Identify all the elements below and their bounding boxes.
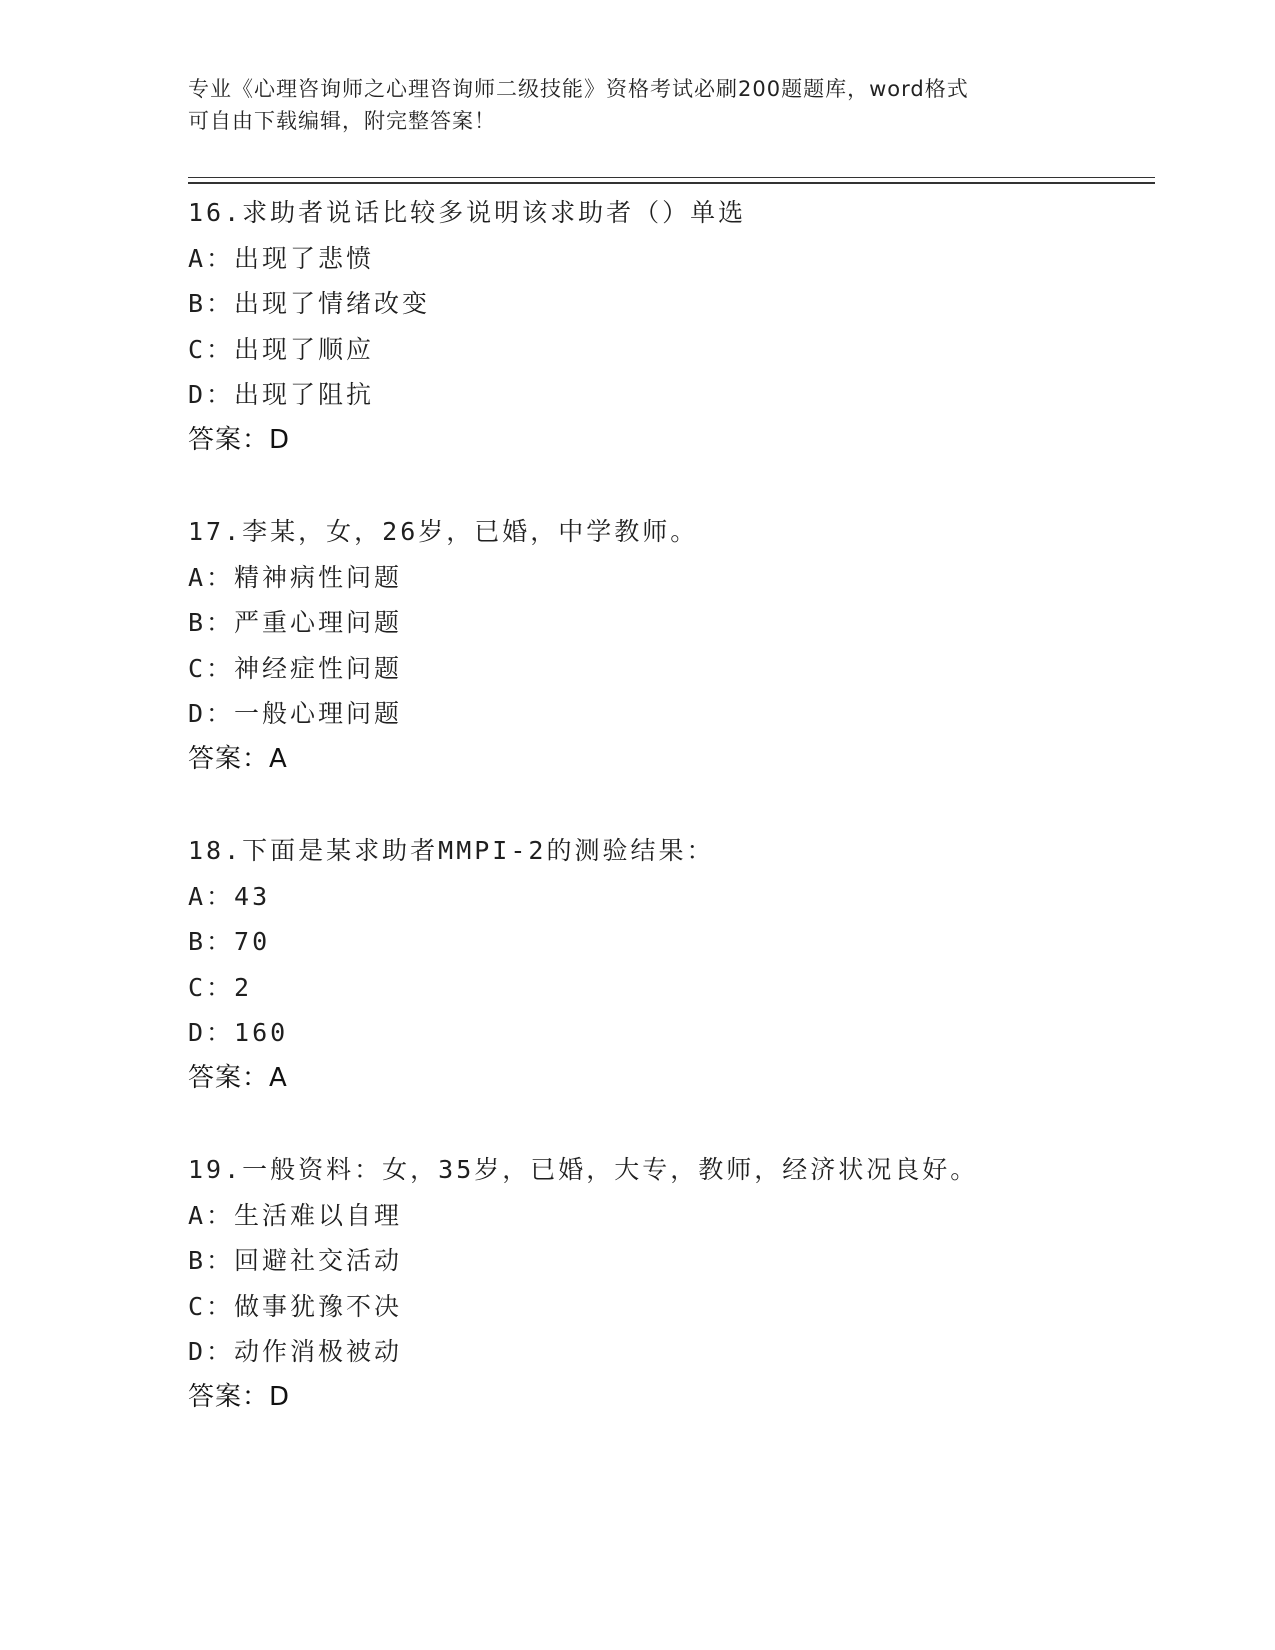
header-divider-thick	[188, 182, 1155, 184]
option-a: A：精神病性问题	[188, 562, 403, 592]
question-19	[188, 1147, 1148, 1466]
option-c: C：出现了顺应	[188, 334, 375, 364]
question-title: 16.求助者说话比较多说明该求助者（）单选	[188, 198, 747, 227]
option-b: B：70	[188, 927, 271, 956]
document-header	[188, 73, 1088, 137]
question-18	[188, 828, 1148, 1147]
option-b: B：严重心理问题	[188, 608, 403, 637]
answer-line: 答案：D	[188, 424, 291, 455]
header-line-2: 可自由下载编辑，附完整答案！	[188, 109, 496, 133]
option-d: D：动作消极被动	[188, 1337, 403, 1366]
option-d: D：出现了阻抗	[188, 380, 375, 409]
question-title: 19.一般资料：女，35岁，已婚，大专，教师，经济状况良好。	[188, 1155, 979, 1184]
question-title: 18.下面是某求助者MMPI-2的测验结果：	[188, 836, 715, 865]
option-a: A：出现了悲愤	[188, 243, 375, 273]
answer-line: 答案：A	[188, 743, 288, 774]
question-title: 17.李某，女，26岁，已婚，中学教师。	[188, 517, 699, 546]
header-divider-thin	[188, 177, 1155, 178]
option-a: A：43	[188, 881, 271, 911]
option-c: C：神经症性问题	[188, 653, 403, 683]
answer-line: 答案：A	[188, 1062, 288, 1093]
question-16	[188, 190, 1148, 509]
option-c: C：2	[188, 972, 253, 1002]
option-d: D：一般心理问题	[188, 699, 403, 728]
option-a: A：生活难以自理	[188, 1200, 403, 1230]
option-d: D：160	[188, 1018, 289, 1047]
option-b: B：回避社交活动	[188, 1246, 403, 1275]
header-line-1: 专业《心理咨询师之心理咨询师二级技能》资格考试必刷200题题库，word格式	[188, 77, 969, 101]
option-c: C：做事犹豫不决	[188, 1291, 403, 1321]
question-list	[188, 190, 1148, 1466]
answer-line: 答案：D	[188, 1381, 291, 1412]
question-17	[188, 509, 1148, 828]
option-b: B：出现了情绪改变	[188, 289, 431, 318]
